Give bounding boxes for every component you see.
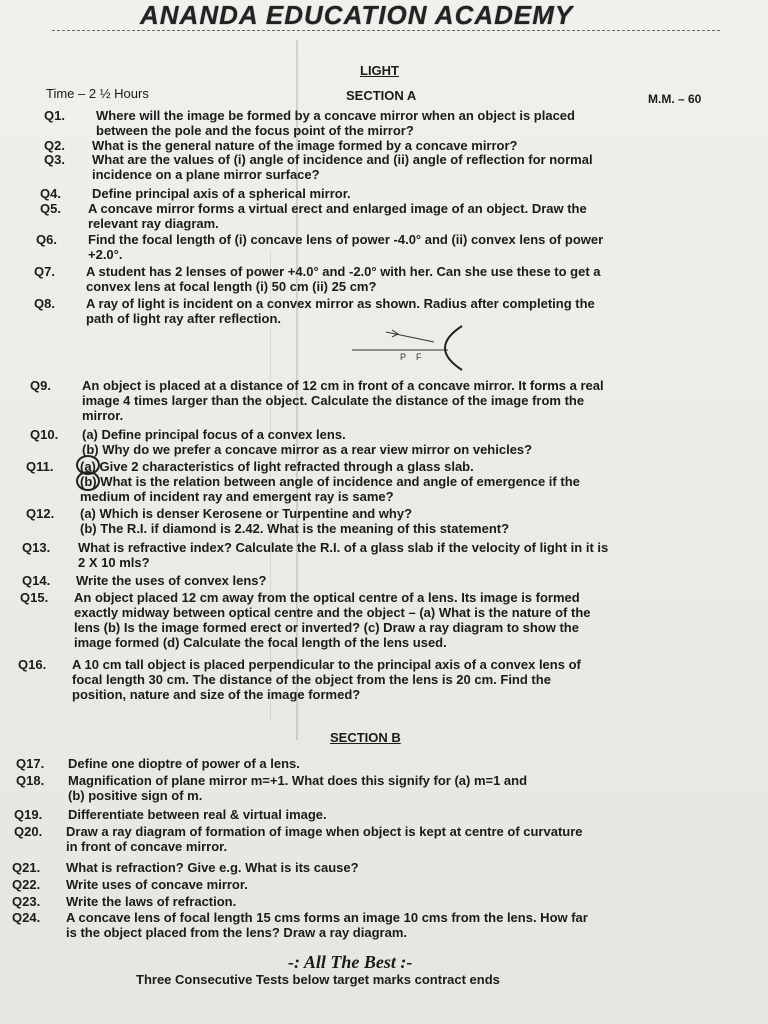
time-allowed: Time – 2 ½ Hours: [46, 86, 149, 101]
question-number: Q19.: [14, 807, 43, 822]
question-number: Q10.: [30, 427, 59, 442]
question-number: Q14.: [22, 573, 51, 588]
question-text-line: An object placed 12 cm away from the optical centre of a lens. Its image is formed: [74, 590, 580, 605]
question-text-line: A student has 2 lenses of power +4.0° and -2.0° with her. Can she use these to get a: [86, 264, 601, 279]
question-number: Q22.: [12, 877, 41, 892]
question-number: Q17.: [16, 756, 45, 771]
question-text-line: What is refraction? Give e.g. What is its cause?: [66, 860, 359, 875]
question-number: Q3.: [44, 152, 65, 167]
pole-label: P: [400, 352, 407, 362]
question-text-line: An object is placed at a distance of 12 cm in front of a concave mirror. It forms a real: [82, 378, 604, 393]
question-text-line: exactly midway between optical centre and the object – (a) What is the nature of the: [74, 605, 591, 620]
question-number: Q9.: [30, 378, 51, 393]
question-number: Q4.: [40, 186, 61, 201]
pen-circle-mark: [76, 471, 100, 491]
footer-note: Three Consecutive Tests below target marks contract ends: [136, 972, 500, 987]
question-text-line: Draw a ray diagram of formation of image when object is kept at centre of curvature: [66, 824, 583, 839]
question-text-line: lens (b) Is the image formed erect or inverted? (c) Draw a ray diagram to show the: [74, 620, 579, 635]
question-number: Q20.: [14, 824, 43, 839]
question-text-line: (a) Give 2 characteristics of light refracted through a glass slab.: [80, 459, 474, 474]
question-number: Q18.: [16, 773, 45, 788]
question-text-line: incidence on a plane mirror surface?: [92, 167, 320, 182]
question-text-line: mirror.: [82, 408, 124, 423]
question-text-line: Write the laws of refraction.: [66, 894, 237, 909]
question-text-line: focal length 30 cm. The distance of the object from the lens is 20 cm. Find the: [72, 672, 551, 687]
question-number: Q11.: [26, 459, 54, 474]
question-number: Q16.: [18, 657, 47, 672]
subject-title: LIGHT: [360, 63, 399, 78]
question-text-line: A concave mirror forms a virtual erect and enlarged image of an object. Draw the: [88, 201, 587, 216]
question-text-line: (b) The R.I. if diamond is 2.42. What is the meaning of this statement?: [80, 521, 510, 536]
question-text-line: Write the uses of convex lens?: [76, 573, 267, 588]
question-text-line: in front of concave mirror.: [66, 839, 228, 854]
question-text-line: A concave lens of focal length 15 cms forms an image 10 cms from the lens. How far: [66, 910, 588, 925]
academy-title: ANANDA EDUCATION ACADEMY: [140, 0, 574, 30]
closing-wish: -: All The Best :-: [288, 952, 413, 972]
question-text-line: A 10 cm tall object is placed perpendicular to the principal axis of a convex lens of: [72, 657, 581, 672]
question-number: Q24.: [12, 910, 41, 925]
question-number: Q12.: [26, 506, 55, 521]
question-number: Q13.: [22, 540, 51, 555]
question-text-line: image formed (d) Calculate the focal length of the lens used.: [74, 635, 447, 650]
question-text-line: Define principal axis of a spherical mirror.: [92, 186, 351, 201]
question-number: Q6.: [36, 232, 57, 247]
section-a-heading: SECTION A: [346, 88, 417, 103]
question-text-line: between the pole and the focus point of the mirror?: [96, 123, 414, 138]
question-number: Q23.: [12, 894, 41, 909]
question-text-line: What is refractive index? Calculate the R.I. of a glass slab if the velocity of light in it is: [78, 540, 609, 555]
convex-mirror-diagram: [352, 322, 472, 372]
question-text-line: Find the focal length of (i) concave lens of power -4.0° and (ii) convex lens of power: [88, 232, 604, 247]
question-text-line: is the object placed from the lens? Draw a ray diagram.: [66, 925, 407, 940]
question-number: Q15.: [20, 590, 49, 605]
question-text-line: What is the general nature of the image formed by a concave mirror?: [92, 138, 518, 153]
question-number: Q21.: [12, 860, 41, 875]
question-text-line: A ray of light is incident on a convex mirror as shown. Radius after completing the: [86, 296, 595, 311]
header-divider: [52, 30, 720, 31]
question-text-line: relevant ray diagram.: [88, 216, 219, 231]
question-text-line: (b) positive sign of m.: [68, 788, 203, 803]
question-number: Q7.: [34, 264, 55, 279]
question-text-line: What are the values of (i) angle of incidence and (ii) angle of reflection for normal: [92, 152, 593, 167]
question-text-line: position, nature and size of the image formed?: [72, 687, 361, 702]
question-number: Q2.: [44, 138, 65, 153]
question-text-line: Magnification of plane mirror m=+1. What does this signify for (a) m=1 and: [68, 773, 528, 788]
question-number: Q8.: [34, 296, 55, 311]
question-text-line: (a) Define principal focus of a convex lens.: [82, 427, 346, 442]
question-text-line: Define one dioptre of power of a lens.: [68, 756, 300, 771]
question-text-line: (b) What is the relation between angle of incidence and angle of emergence if the: [80, 474, 580, 489]
question-text-line: convex lens at focal length (i) 50 cm (ii) 25 cm?: [86, 279, 377, 294]
question-number: Q1.: [44, 108, 65, 123]
focus-label: F: [416, 352, 422, 362]
question-text-line: (a) Which is denser Kerosene or Turpentine and why?: [80, 506, 413, 521]
question-text-line: image 4 times larger than the object. Calculate the distance of the image from the: [82, 393, 585, 408]
question-number: Q5.: [40, 201, 61, 216]
question-text-line: medium of incident ray and emergent ray is same?: [80, 489, 394, 504]
section-b-heading: SECTION B: [330, 730, 401, 745]
question-text-line: 2 X 10 mls?: [78, 555, 150, 570]
question-text-line: Where will the image be formed by a concave mirror when an object is placed: [96, 108, 575, 123]
max-marks: M.M. – 60: [648, 92, 702, 106]
question-text-line: +2.0°.: [88, 247, 123, 262]
question-text-line: path of light ray after reflection.: [86, 311, 282, 326]
question-text-line: (b) Why do we prefer a concave mirror as a rear view mirror on vehicles?: [82, 442, 533, 457]
question-text-line: Differentiate between real & virtual image.: [68, 807, 327, 822]
question-text-line: Write uses of concave mirror.: [66, 877, 248, 892]
